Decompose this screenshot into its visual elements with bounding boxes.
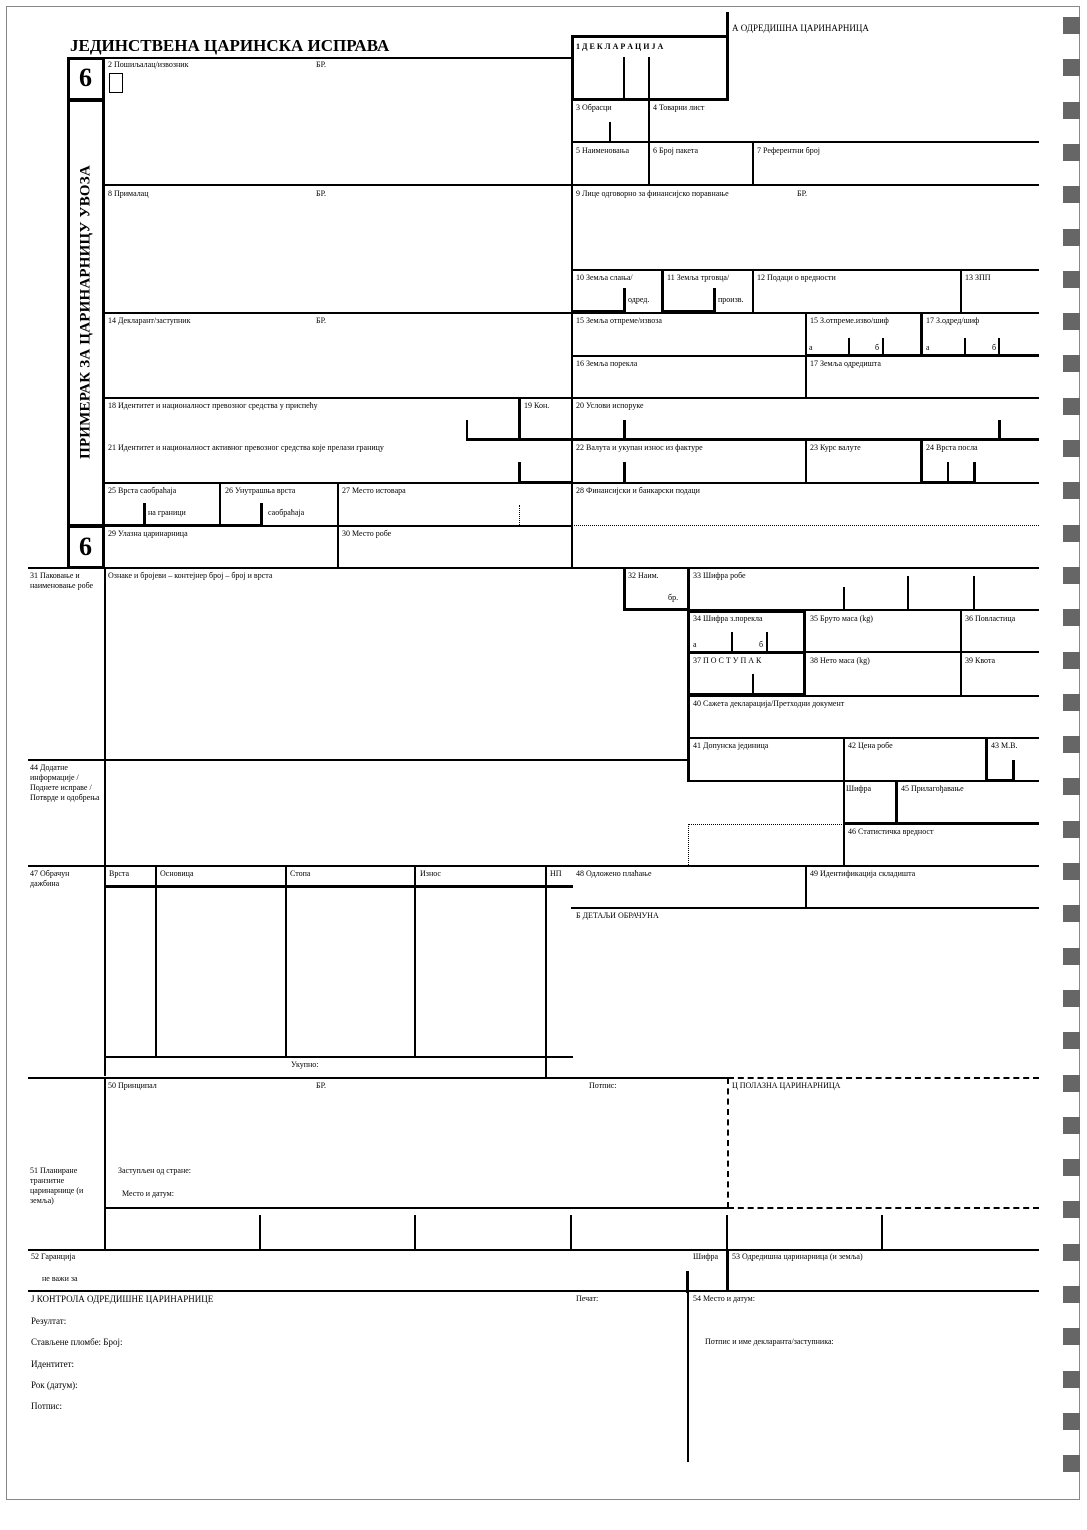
feed-hole bbox=[1063, 1413, 1080, 1430]
field-21-label: 21 Идентитет и националност активног превозног средства које прелази границу bbox=[108, 443, 384, 452]
field-10-sub: одред. bbox=[628, 295, 650, 304]
box-a-label: А ОДРЕДИШНА ЦАРИНАРНИЦА bbox=[732, 23, 869, 33]
feed-hole bbox=[1063, 355, 1080, 372]
field-34-label: 34 Шифра з.порекла bbox=[693, 614, 763, 623]
field-2-input[interactable] bbox=[106, 72, 569, 184]
feed-hole bbox=[1063, 1201, 1080, 1218]
feed-hole bbox=[1063, 609, 1080, 626]
field-8-input[interactable] bbox=[106, 200, 569, 310]
field-14-label: 14 Декларант/заступник bbox=[108, 316, 191, 325]
field-38-label: 38 Нето маса (kg) bbox=[810, 656, 870, 665]
tax-table-input[interactable] bbox=[106, 889, 544, 1055]
feed-hole bbox=[1063, 229, 1080, 246]
feed-hole bbox=[1063, 482, 1080, 499]
feed-hole bbox=[1063, 652, 1080, 669]
field-4-label: 4 Товарни лист bbox=[653, 103, 705, 112]
ctrl-signature: Потпис: bbox=[31, 1401, 62, 1411]
field-32-sub: бр. bbox=[668, 593, 679, 602]
field-26-sub: саобраћаја bbox=[268, 508, 305, 517]
field-17-sub-b: б bbox=[992, 343, 997, 352]
feed-hole bbox=[1063, 271, 1080, 288]
field-2-br: БР. bbox=[316, 60, 327, 69]
field-18-label: 18 Идентитет и националност превозног средства у приспећу bbox=[108, 401, 318, 410]
field-36-label: 36 Повластица bbox=[965, 614, 1016, 623]
field-14-br: БР. bbox=[316, 316, 327, 325]
field-50-label: 50 Принципал bbox=[108, 1081, 157, 1090]
tax-col-amount: Износ bbox=[420, 869, 441, 878]
feed-hole bbox=[1063, 1117, 1080, 1134]
field-9-br: БР. bbox=[797, 189, 808, 198]
feed-hole bbox=[1063, 821, 1080, 838]
field-50-br: БР. bbox=[316, 1081, 327, 1090]
field-11-sub: произв. bbox=[718, 295, 744, 304]
field-50-rep: Заступљен од стране: bbox=[118, 1166, 192, 1175]
field-7-label: 7 Референтни број bbox=[757, 146, 820, 155]
field-46-label: 46 Статистичка вредност bbox=[848, 827, 934, 836]
field-15-sub-a: а bbox=[809, 343, 813, 352]
feed-hole bbox=[1063, 863, 1080, 880]
box-b-label: Б ДЕТАЉИ ОБРАЧУНА bbox=[576, 911, 659, 920]
field-45-code: Шифра bbox=[846, 784, 872, 793]
ctrl-seals: Стављене пломбе: Број: bbox=[31, 1337, 123, 1347]
field-15-sub-b: б bbox=[875, 343, 880, 352]
ctrl-result: Резултат: bbox=[31, 1316, 67, 1326]
field-16-label: 16 Земља порекла bbox=[576, 359, 638, 368]
field-50-place: Место и датум: bbox=[122, 1189, 174, 1198]
ctrl-identity: Идентитет: bbox=[31, 1359, 75, 1369]
field-13-label: 13 ЗПП bbox=[965, 273, 991, 282]
field-2-label: 2 Пошиљалац/извозник bbox=[108, 60, 189, 69]
tax-col-type: Врста bbox=[109, 869, 130, 878]
field-52-label: 52 Гаранција bbox=[31, 1252, 76, 1261]
field-30-label: 30 Место робе bbox=[342, 529, 392, 538]
copy-number: 6 bbox=[79, 63, 92, 92]
feed-hole bbox=[1063, 525, 1080, 542]
feed-hole bbox=[1063, 694, 1080, 711]
feed-hole bbox=[1063, 102, 1080, 119]
field-41-label: 41 Допунска јединица bbox=[693, 741, 769, 750]
feed-hole bbox=[1063, 1032, 1080, 1049]
feed-hole bbox=[1063, 990, 1080, 1007]
field-39-label: 39 Квота bbox=[965, 656, 996, 665]
field-29-label: 29 Улазна царинарница bbox=[108, 529, 188, 538]
field-25-sub: на граници bbox=[148, 508, 186, 517]
field-5-label: 5 Наименовања bbox=[576, 146, 630, 155]
feed-hole bbox=[1063, 398, 1080, 415]
feed-hole bbox=[1063, 1455, 1080, 1472]
field-52-code: Шифра bbox=[693, 1252, 719, 1261]
feed-hole bbox=[1063, 1075, 1080, 1092]
box-c-label: Ц ПОЛАЗНА ЦАРИНАРНИЦА bbox=[732, 1081, 841, 1090]
field-17ab-label: 17 З.одред/шиф bbox=[926, 316, 980, 325]
field-44-input[interactable] bbox=[106, 761, 686, 861]
field-23-label: 23 Курс валуте bbox=[810, 443, 861, 452]
field-52-sub: не важи за bbox=[42, 1274, 78, 1283]
field-43-label: 43 М.В. bbox=[991, 741, 1018, 750]
field-8-br: БР. bbox=[316, 189, 327, 198]
field-31-label: 31 Паковање и наименовање робе bbox=[30, 571, 94, 590]
field-27-label: 27 Место истовара bbox=[342, 486, 406, 495]
feed-hole bbox=[1063, 1159, 1080, 1176]
tax-col-np: НП bbox=[550, 869, 562, 878]
field-44-label: 44 Додатне информације / Поднете исправе / Потврде и одобрења bbox=[30, 763, 100, 802]
feed-hole bbox=[1063, 1328, 1080, 1345]
field-28-label: 28 Финансијски и банкарски подаци bbox=[576, 486, 700, 495]
field-42-label: 42 Цена робе bbox=[848, 741, 893, 750]
field-20-label: 20 Услови испоруке bbox=[576, 401, 644, 410]
field-3-label: 3 Обрасци bbox=[576, 103, 612, 112]
feed-hole bbox=[1063, 905, 1080, 922]
field-1-label: 1 Д Е К Л А Р А Ц И Ј А bbox=[576, 42, 664, 51]
feed-hole bbox=[1063, 186, 1080, 203]
tax-col-base: Основица bbox=[160, 869, 194, 878]
field-50-sign: Потпис: bbox=[589, 1081, 617, 1090]
field-54-sign: Потпис и име декларанта/заступника: bbox=[705, 1337, 834, 1346]
feed-hole bbox=[1063, 1371, 1080, 1388]
field-47-label: 47 Обрачун дажбина bbox=[30, 869, 70, 888]
feed-hole bbox=[1063, 778, 1080, 795]
tax-col-rate: Стопа bbox=[290, 869, 311, 878]
field-54-label: 54 Место и датум: bbox=[693, 1294, 755, 1303]
tax-total-label: Укупно: bbox=[291, 1060, 319, 1069]
field-31-input[interactable] bbox=[106, 584, 622, 759]
form-title: ЈЕДИНСТВЕНА ЦАРИНСКА ИСПРАВА bbox=[70, 36, 390, 55]
feed-hole bbox=[1063, 440, 1080, 457]
field-24-label: 24 Врста посла bbox=[926, 443, 978, 452]
field-34-sub-b: б bbox=[759, 640, 764, 649]
field-26-label: 26 Унутрашња врста bbox=[225, 486, 296, 495]
copy-number-bottom: 6 bbox=[79, 532, 92, 561]
field-17-sub-a: а bbox=[926, 343, 930, 352]
field-48-label: 48 Одложено плаћање bbox=[576, 869, 652, 878]
stamp-label: Печат: bbox=[576, 1294, 599, 1303]
field-49-label: 49 Идентификација складишта bbox=[810, 869, 916, 878]
field-22-label: 22 Валута и укупан износ из фактуре bbox=[576, 443, 703, 452]
field-51-label: 51 Планиране транзитне царинарнице (и земља) bbox=[30, 1166, 84, 1205]
field-37-label: 37 П О С Т У П А К bbox=[693, 656, 762, 665]
field-10-label: 10 Земља слања/ bbox=[576, 273, 633, 282]
field-11-label: 11 Земља трговца/ bbox=[667, 273, 730, 282]
field-53-label: 53 Одредишна царинарница (и земља) bbox=[732, 1252, 863, 1261]
feed-hole bbox=[1063, 144, 1080, 161]
field-31-marks: Ознаке и бројеви – контејнер број – број и врста bbox=[108, 571, 273, 580]
field-32-label: 32 Наим. bbox=[628, 571, 659, 580]
feed-hole bbox=[1063, 948, 1080, 965]
feed-hole bbox=[1063, 59, 1080, 76]
field-9-label: 9 Лице одговорно за финансијско поравнање bbox=[576, 189, 729, 198]
feed-hole bbox=[1063, 17, 1080, 34]
field-33-label: 33 Шифра робе bbox=[693, 571, 746, 580]
feed-hole bbox=[1063, 567, 1080, 584]
field-8-label: 8 Прималац bbox=[108, 189, 149, 198]
feed-hole bbox=[1063, 736, 1080, 753]
ctrl-deadline: Рок (датум): bbox=[31, 1380, 78, 1390]
field-19-label: 19 Кон. bbox=[524, 401, 550, 410]
field-12-label: 12 Подаци о вредности bbox=[757, 273, 836, 282]
field-45-label: 45 Прилагођавање bbox=[901, 784, 964, 793]
field-15-label: 15 Земља отпреме/извоза bbox=[576, 316, 662, 325]
field-25-label: 25 Врста саобраћаја bbox=[108, 486, 177, 495]
field-35-label: 35 Бруто маса (kg) bbox=[810, 614, 873, 623]
field-34-sub-a: а bbox=[693, 640, 697, 649]
field-6-label: 6 Број пакета bbox=[653, 146, 699, 155]
field-17-label: 17 Земља одредишта bbox=[810, 359, 881, 368]
feed-hole bbox=[1063, 1286, 1080, 1303]
feed-hole bbox=[1063, 1244, 1080, 1261]
copy-purpose-label: ПРИМЕРАК ЗА ЦАРИНАРНИЦУ УВОЗА bbox=[77, 165, 94, 459]
field-15ab-label: 15 З.отпреме.изво/шиф bbox=[810, 316, 889, 325]
box-j-label: Ј КОНТРОЛА ОДРЕДИШНЕ ЦАРИНАРНИЦЕ bbox=[31, 1294, 214, 1304]
feed-hole bbox=[1063, 313, 1080, 330]
field-40-label: 40 Сажета декларација/Претходни документ bbox=[693, 699, 845, 708]
